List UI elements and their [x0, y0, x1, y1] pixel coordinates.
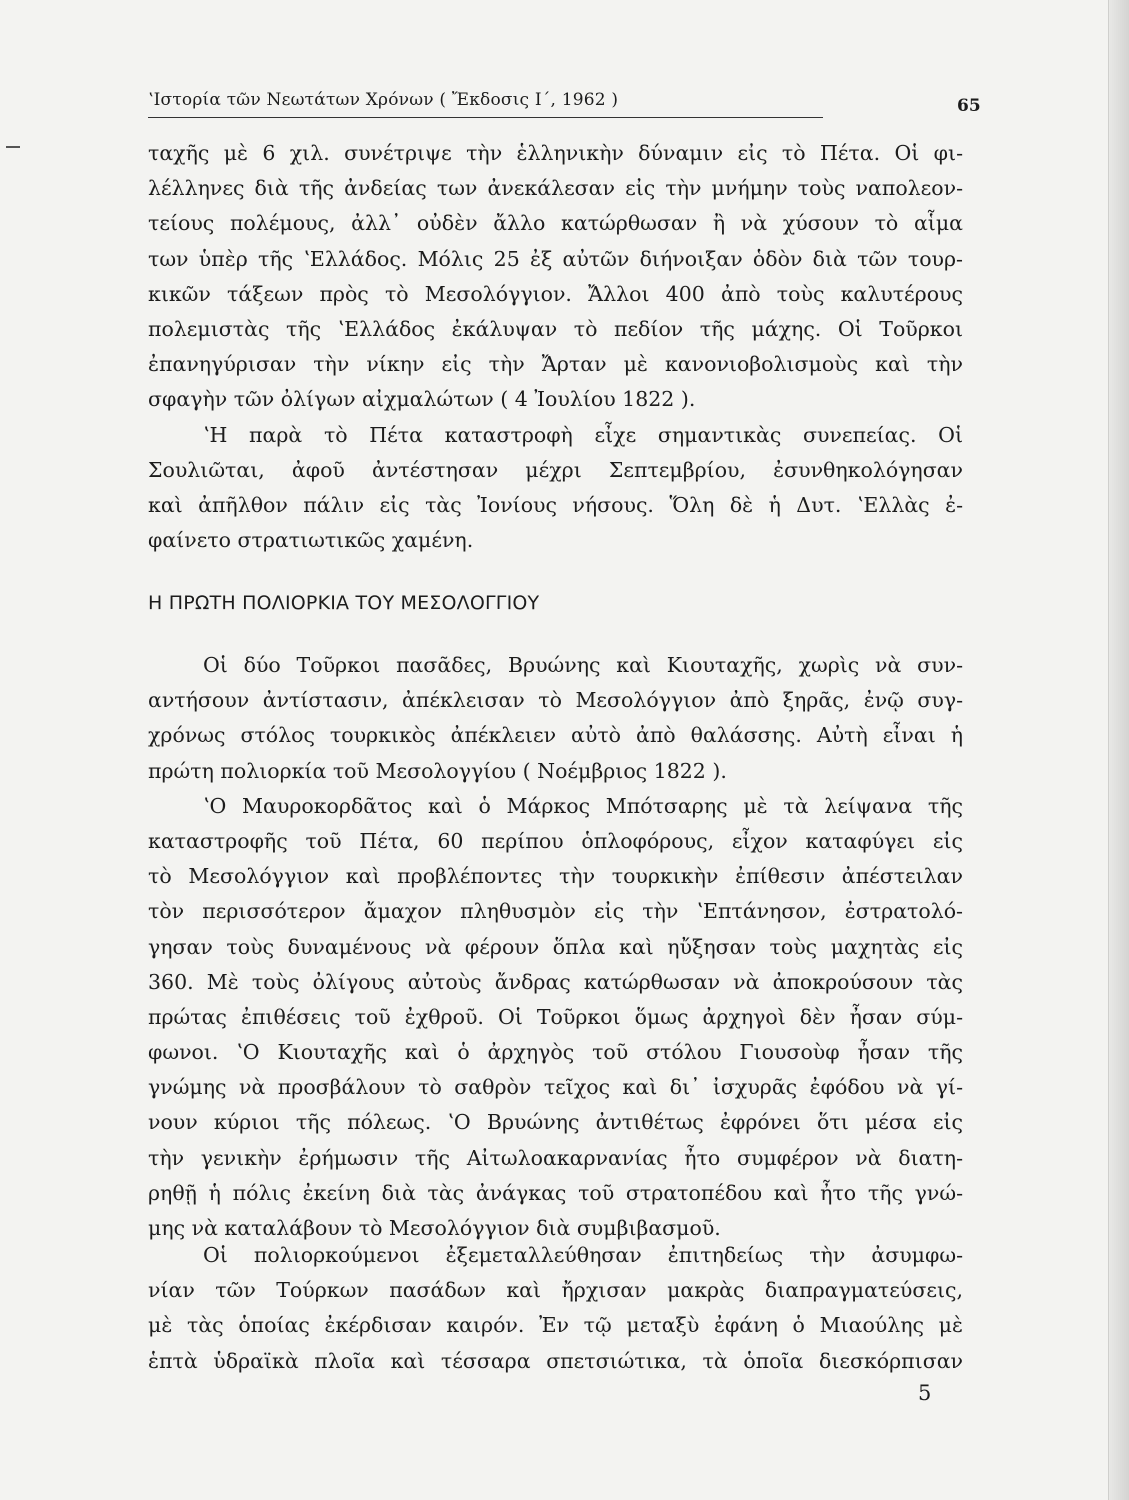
text-line: αντήσουν ἀντίστασιν, ἀπέκλεισαν τὸ Μεσολόγγιον ἀπὸ ξηρᾶς, ἐνῷ συγ- [148, 688, 963, 713]
text-line: ταχῆς μὲ 6 χιλ. συνέτριψε τὴν ἑλληνικὴν δύναμιν εἰς τὸ Πέτα. Οἱ φι- [148, 141, 963, 165]
text-line: τείους πολέμους, ἀλλ᾿ οὐδὲν ἄλλο κατώρθωσαν ἢ νὰ χύσουν τὸ αἷμα [148, 211, 963, 236]
text-line: σφαγὴν τῶν ὀλίγων αἰχμαλώτων ( 4 Ἰουλίου 1822 ). [148, 387, 696, 412]
text-line: γνώμης νὰ προσβάλουν τὸ σαθρὸν τεῖχος καὶ δι᾿ ἰσχυρᾶς ἐφόδου νὰ γί- [148, 1075, 963, 1100]
running-header [148, 88, 981, 122]
text-line: νίαν τῶν Τούρκων πασάδων καὶ ἤρχισαν μακρὰς διαπραγματεύσεις, [148, 1278, 963, 1303]
printer-signature-mark: 5 [918, 1381, 932, 1405]
paragraph-block-3 [148, 1238, 963, 1379]
header-rule [148, 117, 823, 118]
text-line: καὶ ἀπῆλθον πάλιν εἰς τὰς Ἰονίους νήσους. Ὅλη δὲ ἡ Δυτ. ʽΕλλὰς ἐ- [148, 492, 963, 517]
text-line: πρώτας ἐπιθέσεις τοῦ ἐχθροῦ. Οἱ Τοῦρκοι ὅμως ἀρχηγοὶ δὲν ἦσαν σύμ- [148, 1004, 963, 1029]
text-line: Οἱ πολιορκούμενοι ἐξεμεταλλεύθησαν ἐπιτηδείως τὴν ἀσυμφω- [203, 1243, 963, 1267]
text-line: 360. Μὲ τοὺς ὀλίγους αὐτοὺς ἄνδρας κατώρθωσαν νὰ ἀποκρούσουν τὰς [148, 969, 963, 994]
text-line: τὴν γενικὴν ἐρήμωσιν τῆς Αἰτωλοακαρνανίας ἦτο συμφέρον νὰ διατη- [148, 1145, 963, 1170]
text-line: φαίνετο στρατιωτικῶς χαμένη. [148, 528, 474, 553]
text-line: πρώτη πολιορκία τοῦ Μεσολογγίου ( Νοέμβριος 1822 ). [148, 758, 727, 783]
paragraph-block-2 [148, 648, 963, 1246]
section-heading: Η ΠΡΩΤΗ ΠΟΛΙΟΡΚΙΑ ΤΟΥ ΜΕΣΟΛΟΓΓΙΟΥ [148, 592, 540, 614]
text-line: νουν κύριοι τῆς πόλεως. ʽΟ Βρυώνης ἀντιθέτως ἐφρόνει ὅτι μέσα εἰς [148, 1110, 963, 1135]
text-line: χρόνως στόλος τουρκικὸς ἀπέκλειεν αὐτὸ ἀπὸ θαλάσσης. Αὐτὴ εἶναι ἡ [148, 723, 963, 748]
margin-mark [6, 146, 20, 148]
paragraph-block-1 [148, 136, 963, 558]
text-line: φωνοι. ʽΟ Κιουταχῆς καὶ ὁ ἀρχηγὸς τοῦ στόλου Γιουσοὺφ ἦσαν τῆς [148, 1040, 963, 1065]
text-line: πολεμιστὰς τῆς ʽΕλλάδος ἐκάλυψαν τὸ πεδίον τῆς μάχης. Οἱ Τοῦρκοι [148, 316, 963, 341]
text-line: ʽΗ παρὰ τὸ Πέτα καταστροφὴ εἶχε σημαντικὰς συνεπείας. Οἱ [203, 422, 963, 447]
page-number: 65 [957, 96, 981, 116]
running-header-title: ʽΙστορία τῶν Νεωτάτων Χρόνων ( Ἔκδοσις Ι΄, 1962 ) [148, 90, 619, 110]
text-line: των ὑπὲρ τῆς ʽΕλλάδος. Μόλις 25 ἐξ αὐτῶν διήνοιξαν ὁδὸν διὰ τῶν τουρ- [148, 246, 963, 271]
text-line: ʽΟ Μαυροκορδᾶτος καὶ ὁ Μάρκος Μπότσαρης μὲ τὰ λείψανα τῆς [203, 793, 963, 818]
text-line: καταστροφῆς τοῦ Πέτα, 60 περίπου ὁπλοφόρους, εἶχον καταφύγει εἰς [148, 828, 963, 853]
text-line: μης νὰ καταλάβουν τὸ Μεσολόγγιον διὰ συμβιβασμοῦ. [148, 1216, 721, 1240]
text-line: τὸν περισσότερον ἄμαχον πληθυσμὸν εἰς τὴν ʽΕπτάνησον, ἐστρατολό- [148, 899, 963, 924]
text-line: ἑπτὰ ὑδραϊκὰ πλοῖα καὶ τέσσαρα σπετσιώτικα, τὰ ὁποῖα διεσκόρπισαν [148, 1348, 963, 1373]
text-line: ἐπανηγύρισαν τὴν νίκην εἰς τὴν Ἄρταν μὲ κανονιοβολισμοὺς καὶ τὴν [148, 352, 963, 377]
text-line: Οἱ δύο Τοῦρκοι πασᾶδες, Βρυώνης καὶ Κιουταχῆς, χωρὶς νὰ συν- [203, 653, 963, 677]
text-line: μὲ τὰς ὁποίας ἐκέρδισαν καιρόν. Ἐν τῷ μεταξὺ ἐφάνη ὁ Μιαούλης μὲ [148, 1313, 963, 1338]
text-line: λέλληνες διὰ τῆς ἀνδείας των ἀνεκάλεσαν εἰς τὴν μνήμην τοὺς ναπολεον- [148, 176, 963, 201]
text-line: γησαν τοὺς δυναμένους νὰ φέρουν ὅπλα καὶ ηὔξησαν τοὺς μαχητὰς εἰς [148, 934, 963, 959]
page-edge-shadow [1108, 0, 1129, 1500]
text-line: κικῶν τάξεων πρὸς τὸ Μεσολόγγιον. Ἄλλοι 400 ἀπὸ τοὺς καλυτέρους [148, 281, 963, 306]
text-line: Σουλιῶται, ἀφοῦ ἀντέστησαν μέχρι Σεπτεμβρίου, ἐσυνθηκολόγησαν [148, 457, 963, 482]
text-line: τὸ Μεσολόγγιον καὶ προβλέποντες τὴν τουρκικὴν ἐπίθεσιν ἀπέστειλαν [148, 864, 963, 889]
text-line: ρηθῇ ἡ πόλις ἐκείνη διὰ τὰς ἀνάγκας τοῦ στρατοπέδου καὶ ἦτο τῆς γνώ- [148, 1180, 963, 1205]
